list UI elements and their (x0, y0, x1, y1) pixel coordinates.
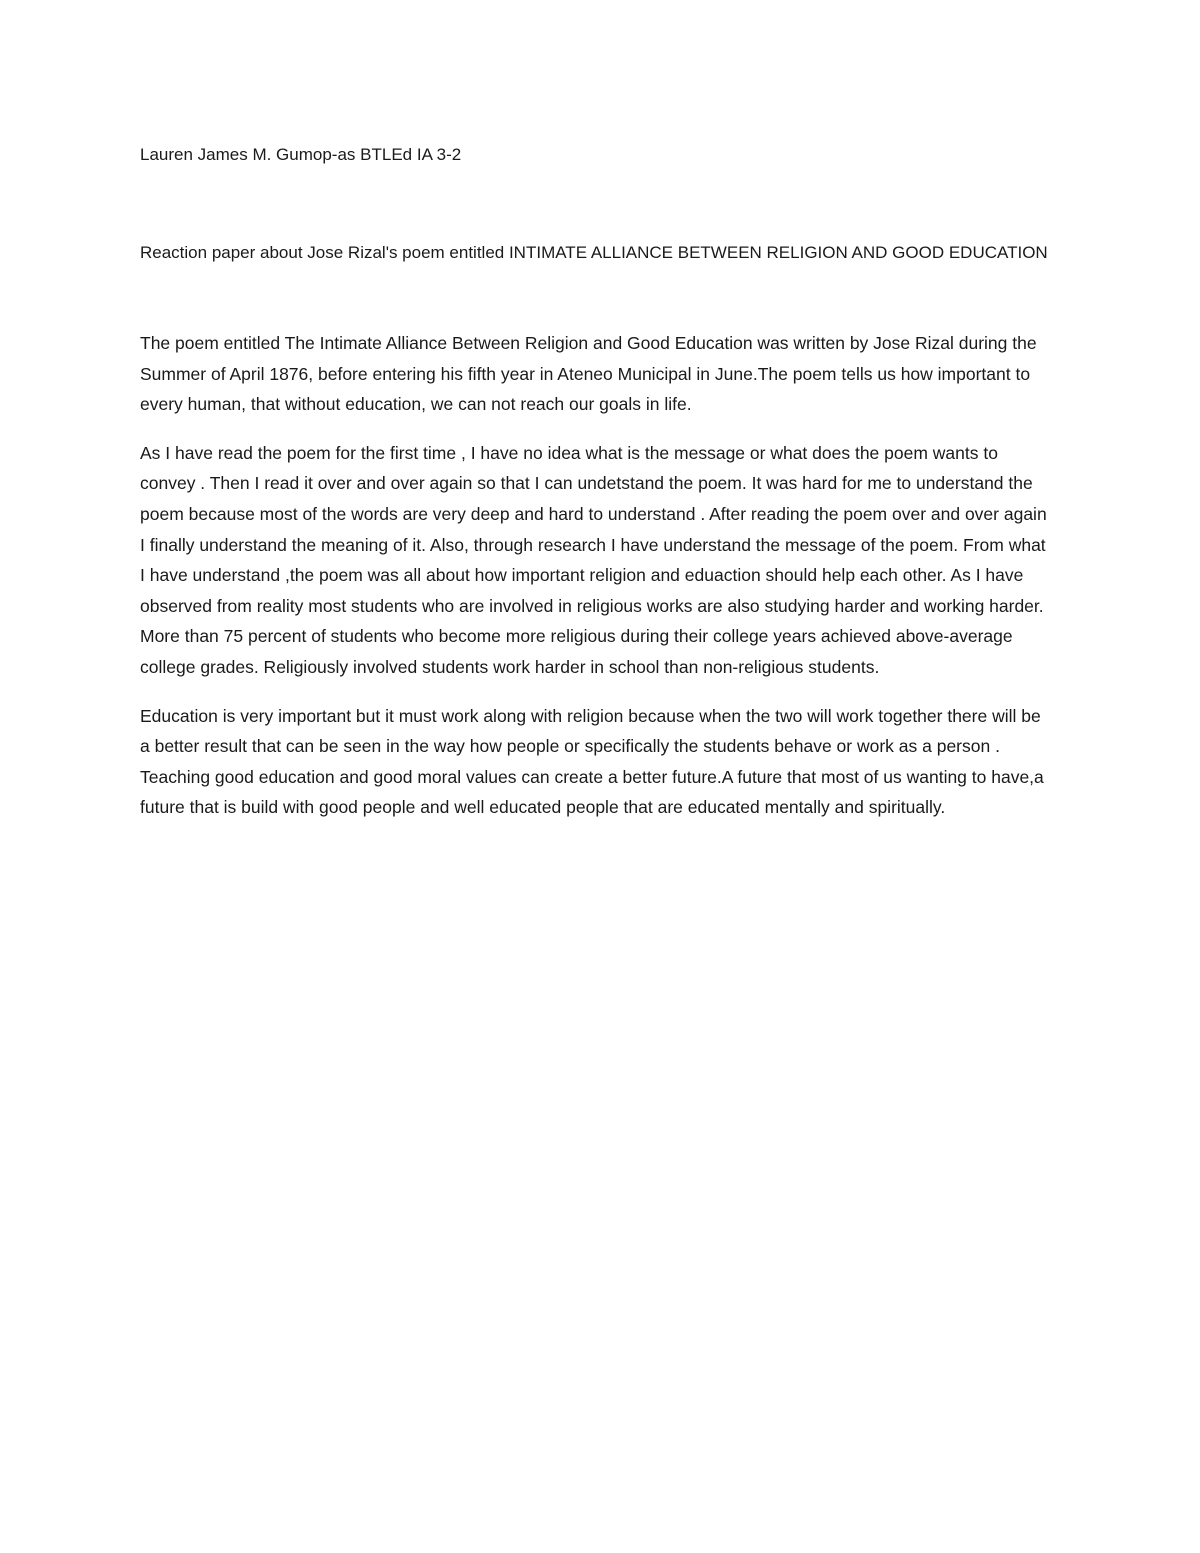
paragraph-1: The poem entitled The Intimate Alliance Between Religion and Good Education was written by Jose Rizal during the Summer of April 1876, before entering his fifth year in Ateneo Municipal in June.The poem tells us how important to every human, that without education, we can not reach our goals in life. (140, 333, 1037, 415)
document-title: Reaction paper about Jose Rizal's poem entitled INTIMATE ALLIANCE BETWEEN RELIGION AND GOOD EDUCATION (140, 243, 1048, 262)
paragraph-3: Education is very important but it must work along with religion because when the two will work together there will be a better result that can be seen in the way how people or specifically the students behave or work as a person . Teaching good education and good moral values can create a better future.A future that most of us wanting to have,a future that is build with good people and well educated people that are educated mentally and spiritually. (140, 705, 1044, 818)
author-line: Lauren James M. Gumop-as BTLEd IA 3-2 (140, 145, 462, 164)
document-content (140, 140, 1055, 841)
document-body (140, 328, 1055, 823)
paragraph-2: As I have read the poem for the first time , I have no idea what is the message or what does the poem wants to convey . Then I read it over and over again so that I can undetstand the poem. It was hard for me to understand the poem because most of the words are very deep and hard to understand . After reading the poem over and over again I finally understand the meaning of it. Also, through research I have understand the message of the poem. From what I have understand ,the poem was all about how important religion and eduaction should help each other. As I have observed from reality most students who are involved in religious works are also studying harder and working harder. More than 75 percent of students who become more religious during their college years achieved above-average college grades. Religiously involved students work harder in school than non-religious students. (140, 442, 1047, 677)
